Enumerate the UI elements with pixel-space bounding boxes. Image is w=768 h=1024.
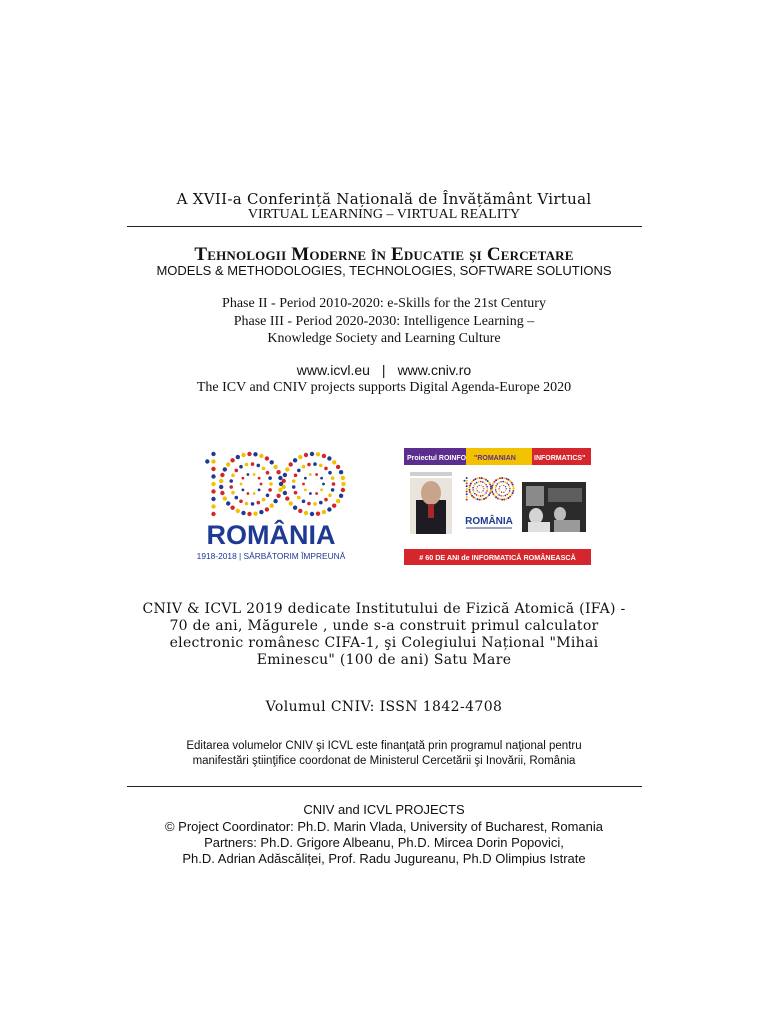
- banner-right-text: INFORMATICS": [534, 455, 586, 462]
- conference-title: A XVII-a Conferință Națională de Învățământ Virtual: [176, 190, 592, 208]
- phase-2-line: Phase II - Period 2010-2020: e-Skills for the 21st Century: [222, 296, 546, 311]
- bottom-divider: [127, 786, 642, 787]
- financing-line-1: Editarea volumelor CNIV şi ICVL este finanţată prin programul naţional pentru: [186, 740, 582, 752]
- partners-line-1: Partners: Ph.D. Grigore Albeanu, Ph.D. Mircea Dorin Popovici,: [204, 835, 564, 850]
- digital-agenda-line: The ICV and CNIV projects supports Digital Agenda-Europe 2020: [196, 380, 572, 395]
- main-subtitle: MODELS & METHODOLOGIES, TECHNOLOGIES, SOFTWARE SOLUTIONS: [156, 263, 612, 278]
- cniv-link[interactable]: www.cniv.ro: [397, 362, 472, 378]
- dedication-line-2: 70 de ani, Măgurele , unde s-a construit primul calculator: [169, 618, 599, 634]
- link-separator: |: [381, 362, 386, 378]
- icvl-link[interactable]: www.icvl.eu: [296, 362, 370, 378]
- phase-3-continuation: Knowledge Society and Learning Culture: [267, 331, 501, 346]
- conference-subtitle: VIRTUAL LEARNING – VIRTUAL REALITY: [247, 207, 521, 222]
- main-title: Tehnologii Moderne în Educatie şi Cercetare: [194, 244, 574, 265]
- roinfo-poster: [404, 448, 591, 567]
- dedication-line-3: electronic românesc CIFA-1, şi Colegiului Național "Mihai: [169, 635, 599, 651]
- dedication-line-4: Eminescu" (100 de ani) Satu Mare: [256, 652, 512, 668]
- romania-100-logo: [182, 450, 360, 566]
- financing-line-2: manifestări ştiinţifice coordonat de Ministerul Cercetării şi Inovării, România: [192, 755, 576, 767]
- dotted-100-graphic: [205, 452, 346, 516]
- phase-3-line: Phase III - Period 2020-2030: Intelligence Learning –: [233, 314, 535, 329]
- footer-banner-text: # 60 DE ANI de INFORMATICĂ ROMÂNEASCĂ: [419, 553, 576, 562]
- logo-tagline-text: 1918-2018 | SĂRBĂTORIM ÎMPREUNĂ: [196, 551, 346, 561]
- website-links: [0, 362, 768, 378]
- projects-title: CNIV and ICVL PROJECTS: [303, 802, 465, 817]
- top-divider: [127, 226, 642, 227]
- banner-left-text: Proiectul ROINFO: [407, 455, 467, 462]
- partners-line-2: Ph.D. Adrian Adăscăliței, Prof. Radu Jugureanu, Ph.D Olimpius Istrate: [182, 851, 586, 866]
- logo-country-text: ROMÂNIA: [206, 520, 336, 550]
- project-coordinator: © Project Coordinator: Ph.D. Marin Vlada, University of Bucharest, Romania: [164, 819, 604, 834]
- issn-line: Volumul CNIV: ISSN 1842-4708: [265, 699, 503, 715]
- banner-mid-text: "ROMANIAN: [474, 455, 516, 462]
- small-logo-country-text: ROMÂNIA: [465, 516, 513, 527]
- dedication-line-1: CNIV & ICVL 2019 dedicate Institutului de Fizică Atomică (IFA) -: [142, 601, 626, 617]
